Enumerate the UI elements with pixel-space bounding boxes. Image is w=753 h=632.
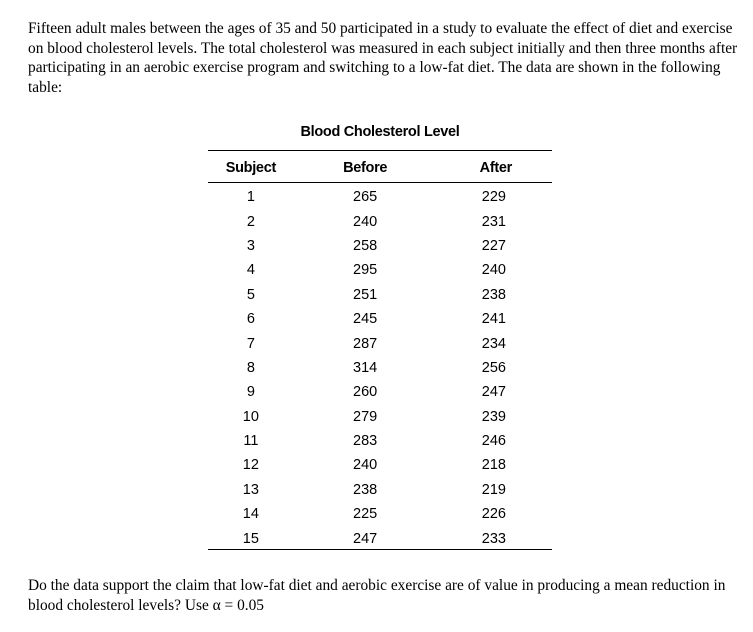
cholesterol-table [208, 152, 552, 551]
cell-before: 260 [353, 384, 378, 401]
cell-subject: 9 [246, 384, 255, 401]
table-header-row [208, 152, 552, 183]
table-row [208, 478, 552, 502]
table-row [208, 405, 552, 429]
table-row [208, 331, 552, 355]
cell-after: 229 [481, 189, 506, 206]
header-subject: Subject [225, 159, 276, 176]
cell-after: 246 [481, 433, 506, 450]
header-after: After [479, 159, 512, 176]
cell-after: 233 [481, 530, 506, 547]
cell-before: 240 [353, 213, 378, 230]
cell-before: 265 [353, 189, 378, 206]
table-top-rule [208, 150, 552, 151]
cell-subject: 8 [246, 359, 255, 376]
table-row [208, 380, 552, 404]
cell-before: 238 [353, 481, 378, 498]
cell-subject: 12 [242, 457, 259, 474]
cell-after: 240 [481, 262, 506, 279]
cell-before: 314 [353, 359, 378, 376]
table-row [208, 307, 552, 331]
cell-before: 287 [353, 335, 378, 352]
cell-after: 226 [481, 506, 506, 523]
cell-subject: 5 [246, 286, 255, 303]
table-row [208, 183, 552, 209]
cell-subject: 15 [242, 530, 259, 547]
cell-after: 241 [481, 311, 506, 328]
cell-before: 295 [353, 262, 378, 279]
cell-after: 238 [481, 286, 506, 303]
cell-subject: 6 [246, 311, 255, 328]
cell-before: 240 [353, 457, 378, 474]
cell-subject: 2 [246, 213, 255, 230]
table-row [208, 258, 552, 282]
cell-before: 247 [353, 530, 378, 547]
cell-after: 234 [481, 335, 506, 352]
cell-before: 258 [353, 237, 378, 254]
cell-before: 225 [353, 506, 378, 523]
problem-intro: Fifteen adult males between the ages of 35 and 50 participated in a study to evaluate the effect of diet and exercise on blood cholesterol levels. The total cholesterol was measured in each subject initially and then three months after participating in an aerobic exercise program and switching to a low-fat diet. The data are shown in the following table: [28, 20, 738, 96]
table-row [208, 453, 552, 477]
table-row [208, 526, 552, 550]
cell-before: 279 [353, 408, 378, 425]
cell-after: 247 [481, 384, 506, 401]
cell-subject: 11 [243, 433, 259, 450]
cell-before: 283 [353, 433, 378, 450]
cell-after: 218 [481, 457, 506, 474]
table-row [208, 283, 552, 307]
table-row [208, 356, 552, 380]
cell-after: 227 [481, 237, 506, 254]
problem-question: Do the data support the claim that low-fat diet and aerobic exercise are of value in producing a mean reduction in blood cholesterol levels? Use α = 0.05 [28, 577, 726, 614]
cell-after: 239 [481, 408, 506, 425]
cell-before: 245 [353, 311, 378, 328]
cell-subject: 3 [246, 237, 255, 254]
cell-subject: 4 [246, 262, 255, 279]
cell-after: 256 [481, 359, 506, 376]
cell-before: 251 [353, 286, 378, 303]
table-row [208, 429, 552, 453]
cell-subject: 13 [242, 481, 259, 498]
cell-after: 219 [481, 481, 506, 498]
header-before: Before [343, 159, 388, 176]
cell-subject: 1 [246, 189, 255, 206]
cell-after: 231 [481, 213, 506, 230]
cell-subject: 14 [242, 506, 259, 523]
cell-subject: 10 [242, 408, 259, 425]
table-row [208, 502, 552, 526]
table-title: Blood Cholesterol Level [300, 124, 460, 140]
cell-subject: 7 [246, 335, 255, 352]
table-row [208, 209, 552, 233]
table-row [208, 234, 552, 258]
